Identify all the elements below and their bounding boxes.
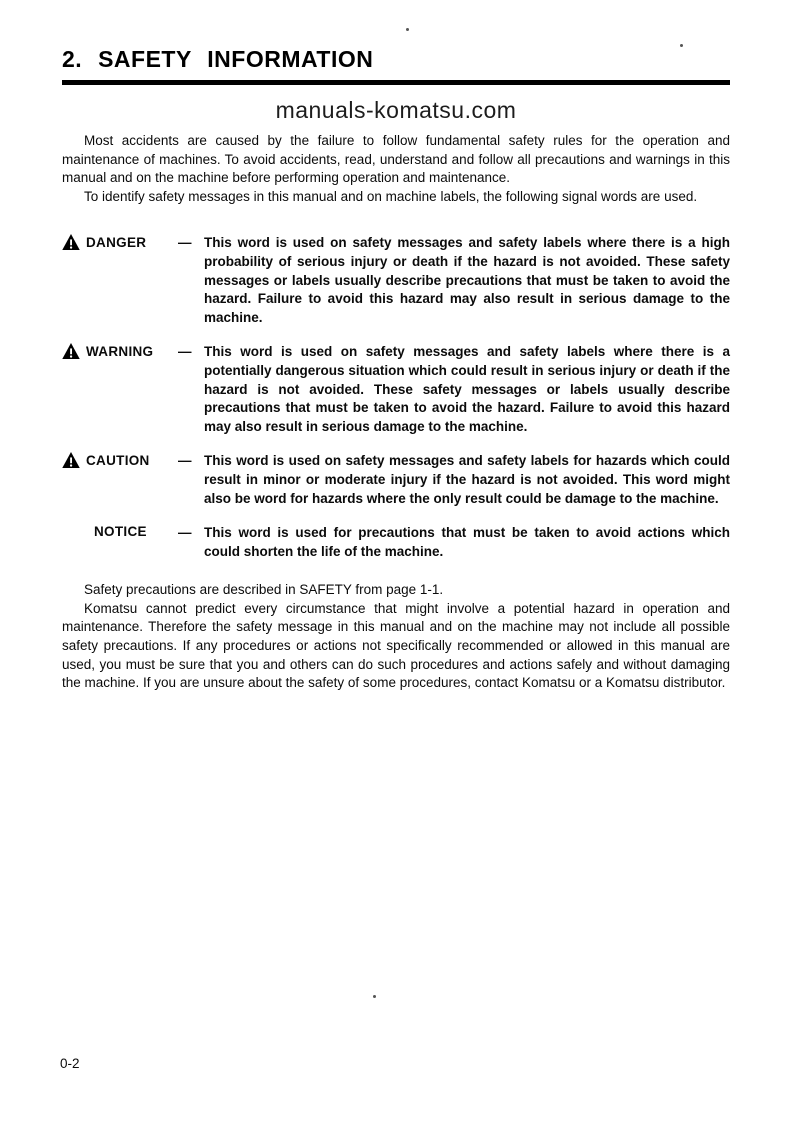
page-number: 0-2: [60, 1056, 80, 1071]
scan-speck: [373, 995, 376, 998]
signal-word-label: CAUTION: [86, 452, 150, 468]
closing-paragraphs: [62, 581, 730, 693]
signal-word-description: This word is used on safety messages and safety labels where there is a potentially dangerous situation which could result in serious injury or death if the hazard is not avoided. These safety messages or labels usually describe precautions that must be taken to avoid the hazard. Failure to avoid this hazard may also result in serious damage to the machine.: [204, 344, 730, 434]
warning-triangle-icon: [62, 452, 80, 468]
dash-separator: —: [178, 235, 192, 251]
signal-word-label: NOTICE: [94, 524, 147, 540]
signal-word-label: DANGER: [86, 234, 147, 250]
warning-triangle-icon: [62, 343, 80, 359]
signal-word-description: This word is used on safety messages and safety labels where there is a high probability of serious injury or death if the hazard is not avoided. These safety messages or labels usually describe precautions that must be taken to avoid the hazard. Failure to avoid this hazard may also result in serious damage to the machine.: [204, 235, 730, 325]
closing-paragraph-1: Safety precautions are described in SAFETY from page 1-1.: [84, 582, 444, 598]
dash-separator: —: [178, 344, 192, 360]
signal-row-caution: [62, 452, 730, 508]
signal-word-definitions: [62, 234, 730, 561]
signal-row-warning: [62, 343, 730, 436]
signal-row-danger: [62, 234, 730, 327]
watermark-text: manuals-komatsu.com: [275, 97, 517, 123]
intro-paragraph-1: Most accidents are caused by the failure to follow fundamental safety rules for the operation and maintenance of machines. To avoid accidents, read, understand and follow all precautions and warnings in this manual and on the machine before performing operation and maintenance.: [62, 133, 730, 186]
dash-separator: —: [178, 525, 192, 541]
warning-triangle-icon: [62, 234, 80, 250]
section-title: 2. SAFETY INFORMATION: [62, 46, 730, 85]
caution-label-group: [62, 452, 178, 468]
warning-label-group: [62, 343, 178, 359]
signal-word-description: This word is used for precautions that must be taken to avoid actions which could shorten the life of the machine.: [204, 525, 730, 559]
closing-paragraph-2: Komatsu cannot predict every circumstance that might involve a potential hazard in operation and maintenance. Therefore the safety message in this manual and on the machine may not include all possible safety precautions. If any procedures or actions not specifically recommended or allowed in this manual are used, you must be sure that you and others can do such procedures and actions safely and without damaging the machine. If you are unsure about the safety of some procedures, contact Komatsu or a Komatsu distributor.: [62, 600, 730, 691]
scan-speck: [680, 44, 683, 47]
intro-paragraphs: [62, 132, 730, 206]
signal-row-notice: [62, 524, 730, 561]
notice-label-group: [62, 524, 178, 539]
signal-word-label: WARNING: [86, 343, 154, 359]
dash-separator: —: [178, 453, 192, 469]
signal-word-description: This word is used on safety messages and safety labels for hazards which could result in minor or moderate injury if the hazard is not avoided. This word might also be word for hazards where the only result could be damage to the machine.: [204, 453, 730, 506]
scan-speck: [406, 28, 409, 31]
intro-paragraph-2: To identify safety messages in this manual and on machine labels, the following signal words are used.: [84, 188, 698, 204]
page-content: [62, 0, 730, 693]
danger-label-group: [62, 234, 178, 250]
